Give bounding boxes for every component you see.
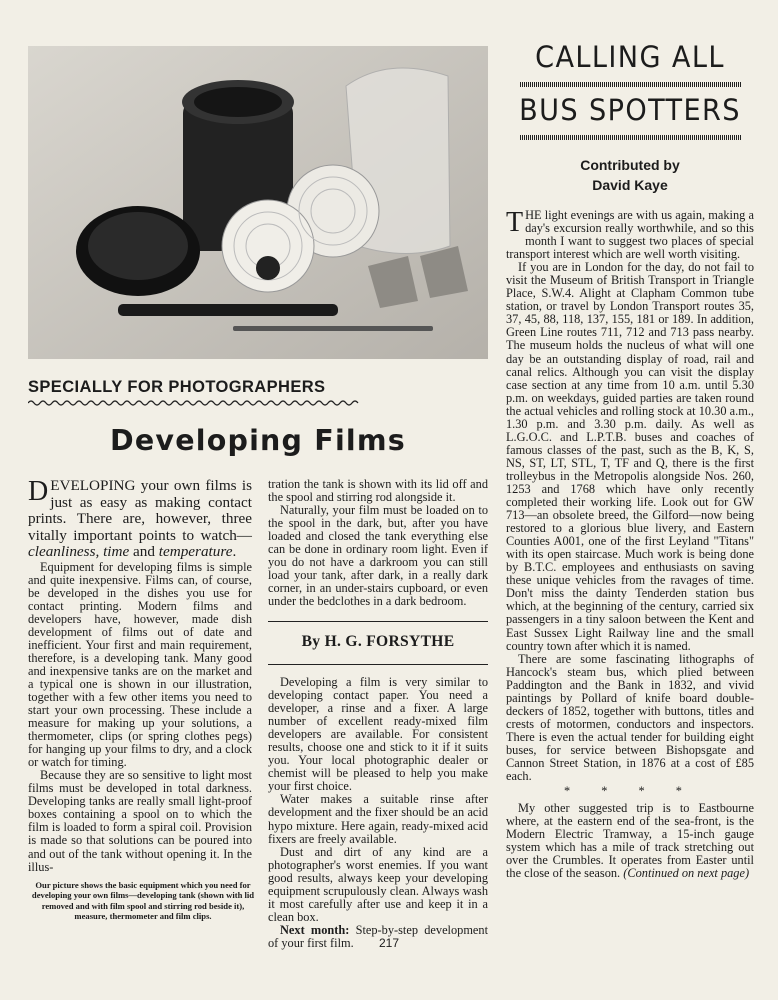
body-paragraph: If you are in London for the day, do not fail to visit the Museum of British Transport in Triangle Place, S.W.4. Alight at Clapham Common tube station, or travel by London Transport routes 35, 37, 45, 88, 118, 137, 155, 181 or 189. In addition, Green Line routes 711, 712 and 713 pass nearby. The museum holds the nucleus of what will one day be an outstanding display of road, rail and canal relics. Although you can visit the display case section at any time from 10 a.m. until 5.30 p.m. on weekdays, guided parties are taken round the actual vehicles and rolling stock at 10.30 a.m., 1.30 p.m. and 3.30 p.m. daily. As well as L.G.O.C. and L.P.T.B. buses and coaches of famous classes of the past, such as the B, K, S, NS, ST, LT, STL, T, TF and Q, there is the first trolleybus in the Metropolis alongside Nos. 260, 1253 and 1768 which have only recently completed their working life. Look out for GW 713—an obsolete breed, the Gilford—now being restored to a glorious blue livery, and Eastern Counties A001, one of the first Leyland "Titans" with its open staircase. Much work is being done by B.T.C. employees and enthusiasts on saving these unique vehicles from the ravages of time. Don't miss the dainty Tenderden station bus which, at the beginning of the century, carried six passengers in a tiny saloon between the Kent and East Sussex Light Railway line and the small country town after which it is named. xyxy=(506,260,754,653)
body-paragraph: Dust and dirt of any kind are a photographer's worst enemies. If you want good results, always keep your developing equipment scrupulously clean. Always wash it most carefully after use and keep it in a clean box. xyxy=(268,844,488,924)
section-separator: * * * * xyxy=(564,784,696,799)
article-headline: Developing Films xyxy=(110,424,406,457)
drop-cap: D xyxy=(28,476,49,507)
continued-note: (Continued on next page) xyxy=(623,866,750,881)
body-paragraph: THE light evenings are with us again, making a day's excursion really worthwhile, and so this month I want to suggest two places of special transport interest which are well worth visiting. xyxy=(506,207,754,262)
photo-caption: Our picture shows the basic equipment which you need for developing your own films—developing tank (shown with lid removed and with film spool and stirring rod beside it), measure, thermometer and film clips. xyxy=(31,880,255,922)
body-paragraph: Water makes a suitable rinse after development and the fixer should be an acid hypo mixture. Here again, ready-mixed acid fixers are freely available. xyxy=(268,792,488,846)
contributor: Contributed by David Kaye xyxy=(580,157,680,193)
left-column-2-lower xyxy=(268,676,488,950)
page-number: 217 xyxy=(378,936,400,950)
camera-darkroom-equipment-photo-icon xyxy=(28,46,488,359)
body-paragraph: tration the tank is shown with its lid off and the spool and stirring rod alongside it. xyxy=(268,477,488,505)
body-paragraph: My other suggested trip is to Eastbourne where, at the eastern end of the sea-front, is the Modern Electric Tramway, a 15-inch gauge system which has a mile of track stretching out over the Crumbles. It operates from Easter until the close of the season. (Continued on next page) xyxy=(506,801,754,881)
left-column-2 xyxy=(268,478,488,608)
body-paragraph: There are some fascinating lithographs of Hancock's steam bus, which plied between Paddington and the Bank in 1832, and vivid paintings by Pollard of knife board double-deckers of 1852, together with buttons, titles and crests of motormen, conductors and inspectors. There is even the actual tender for building eight buses, for service between Bishopsgate and Cannon Street Station, in 1876 at a cost of £85 each. xyxy=(506,651,754,784)
title-rule xyxy=(520,135,742,140)
lead-paragraph: DEVELOPING your own films is just as easy as making contact prints. There are, however, three vitally important points to watch—cleanliness, time and temperature. xyxy=(28,476,252,560)
body-paragraph: Naturally, your film must be loaded on to the spool in the dark, but, after you have loaded and closed the tank everything else can be done in ordinary room light. Even if you do not have a darkroom you can still load your tank, after dark, in a really dark corner, in an under-stairs cupboard, or even under the bedclothes in a dark bedroom. xyxy=(268,503,488,609)
body-paragraph: Because they are so sensitive to light most films must be developed in total darkness. Developing tanks are really small light-proof boxes containing a spool on to which the film is loaded to form a spiral coil. Provision is made so that solutions can be poured into and out of the tank without opening it. In the illus- xyxy=(28,768,252,874)
section-kicker: SPECIALLY FOR PHOTOGRAPHERS xyxy=(28,378,326,396)
byline: By H. G. FORSYTHE xyxy=(268,621,488,665)
title-rule xyxy=(520,82,742,87)
left-column-1 xyxy=(28,478,252,874)
body-paragraph: Equipment for developing films is simple and quite inexpensive. Films can, of course, be developed in the dishes you use for contact printing. Modern films and developers have, however, made dish development of films out of date and inefficient. Your first and main requirement, therefore, is a developing tank. Many good and inexpensive tanks are on the market and a typical one is shown in our illustration, together with a few other items you need to start your own processing. These include a measure for making up your solutions, a thermometer, clips (or spring clothes pegs) for hanging up your films to dry, and a clock or watch for timing. xyxy=(28,559,252,770)
bus-title-line-2: BUS SPOTTERS xyxy=(519,93,741,127)
right-column xyxy=(506,209,754,880)
drop-cap: T xyxy=(506,207,524,238)
bus-title-line-1: CALLING ALL xyxy=(535,40,725,74)
wavy-rule xyxy=(28,399,360,407)
body-paragraph: Developing a film is very similar to developing contact paper. You need a developer, a rinse and a fixer. A large number of excellent ready-mixed film developers are available. For consistent results, choose one and stick to it if it suits you. Your local photographic dealer or chemist will be pleased to help you make your first choice. xyxy=(268,675,488,794)
equipment-photo xyxy=(28,46,488,359)
next-month-note: Next month: Step-by-step development of your first film. xyxy=(268,922,488,950)
